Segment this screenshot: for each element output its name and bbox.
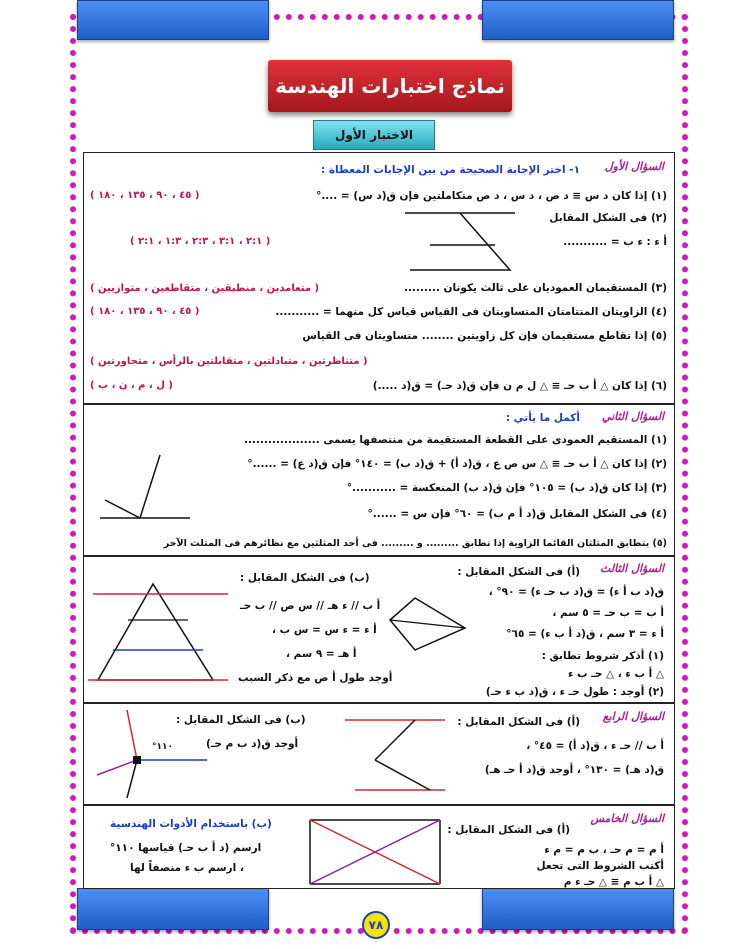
q2-instruction: أكمل ما يأتي : xyxy=(505,412,580,424)
q3-b-line-3: أ هـ = ٩ سم ، xyxy=(286,648,357,660)
q5-a-line-1: أ م = م حـ ، ب م = م ء xyxy=(544,844,664,856)
page-title: نماذج اختبارات الهندسة xyxy=(268,60,512,112)
q4-a-line-2: ق(د هـ) = ١٣٠° ، أوجد ق(د أ حـ هـ) xyxy=(484,764,664,776)
bottom-right-tab xyxy=(482,888,674,930)
q5-a-line-2: أكتب الشروط التى تجعل xyxy=(536,860,664,872)
q2-item-5: (٥) يتطابق المثلثان القائما الزاوية إذا تطابق ......... و ......... فى أحد المثلثين مع نظائرهم فى المثلث الآخر xyxy=(163,538,667,549)
q1-item-4: (٤) الزاويتان المتتامتان المتساويتان فى القياس قياس كل منهما = ........... xyxy=(275,306,667,318)
q5-heading: السؤال الخامس xyxy=(590,812,664,825)
q4-heading: السؤال الرابع xyxy=(602,710,664,723)
top-left-tab xyxy=(77,0,269,40)
q3-figure-kite xyxy=(385,590,475,665)
page-number: ٧٨ xyxy=(362,911,390,939)
q1-figure-triangle xyxy=(400,205,520,275)
q4-a-line-1: أ ب // حـ ء ، ق(د أ) = ٤٥° ، xyxy=(526,740,664,752)
q5-figure-cross xyxy=(300,812,450,892)
q2-figure-angles xyxy=(100,450,195,530)
q1-item-5: (٥) إذا تقاطع مستقيمان فإن كل زاويتين ........ متساويتان فى القياس xyxy=(302,330,667,342)
q4-figure-zigzag xyxy=(345,712,455,800)
q2-item-3: (٣) إذا كان ق(د ب) = ١٠٥° فإن ق(د ب) المنعكسة = ...........° xyxy=(346,482,667,494)
q3-a-line-3: أ ء = ٣ سم ، ق(د أ ب ء) = ٦٥° xyxy=(506,628,664,640)
q1-item-3: (٣) المستقيمان العموديان على ثالث يكونان ......... xyxy=(403,282,667,294)
bottom-left-tab xyxy=(77,888,269,930)
q1-item-6: (٦) إذا كان △ أ ب حـ ≡ △ ل م ن فإن ق(د حـ) = ق(د .....) xyxy=(372,380,667,392)
q4-figure-rays xyxy=(92,710,212,800)
q3-part-a: (أ) فى الشكل المقابل : xyxy=(457,566,580,578)
q1-options-1: ( ٤٥ ، ٩٠ ، ١٣٥ ، ١٨٠ ) xyxy=(90,190,200,201)
q4-part-b: (ب) فى الشكل المقابل : xyxy=(176,714,306,726)
q5-a-line-3: △ أ ب م ≡ △ حـ ء م xyxy=(563,876,664,888)
q3-figure-triangle xyxy=(88,572,238,690)
q1-instruction: ١- اختر الإجابة الصحيحة من بين الإجابات المعطاة : xyxy=(321,164,580,176)
q3-a-task-1: (١) أذكر شروط تطابق : xyxy=(541,650,664,662)
q1-item-1: (١) إذا كان د س ≡ د ص ، د س ، د ص متكاملتين فإن ق(د س) = ....° xyxy=(316,190,667,202)
q1-options-4: ( ٤٥ ، ٩٠ ، ١٣٥ ، ١٨٠ ) xyxy=(90,306,200,317)
q3-heading: السؤال الثالث xyxy=(599,562,664,575)
q1-item-2b: أ ء : ء ب = ........... xyxy=(563,236,667,248)
q1-options-6: ( ل ، م ، ن ، ب ) xyxy=(90,380,173,391)
q3-a-line-2: أ ب = ب حـ = ٥ سم ، xyxy=(552,607,664,619)
q5-b-line-2: ، ارسم ب ء منصفاً لها xyxy=(130,862,244,874)
q1-options-2: ( ٢:١ ، ٣:١ ، ٢:٣ ، ١:٣ ، ٢:١ ) xyxy=(130,236,271,247)
q4-angle-label: ١١٠° xyxy=(152,742,173,752)
q1-item-2: (٢) فى الشكل المقابل xyxy=(549,212,667,224)
exam-label: الاختبار الأول xyxy=(313,120,435,150)
q3-a-line-1: ق(د ب أ ء) = ق(د ب حـ ء) = ٩٠° ، xyxy=(488,586,664,598)
q3-a-task-2: △ أ ب ء ، △ حـ ب ء xyxy=(568,668,664,680)
q4-part-a: (أ) فى الشكل المقابل : xyxy=(457,716,580,728)
q2-item-2: (٢) إذا كان △ أ ب حـ ≡ △ س ص ع ، ق(د أ) + ق(د ب) = ١٤٠° فإن ق(د ع) = ......° xyxy=(247,458,667,470)
q2-heading: السؤال الثاني xyxy=(601,410,664,423)
q3-b-line-1: أ ب // ء هـ // س ص // ب حـ xyxy=(240,600,381,612)
q5-b-line-1: ارسم (د أ ب حـ) قياسها ١١٠° xyxy=(110,842,262,854)
q1-options-3: ( متعامدين ، منطبقين ، متقاطعين ، متوازيين ) xyxy=(90,283,320,294)
q1-options-5: ( متناظرتين ، متبادلتين ، متقابلتين بالرأس ، متجاورتين ) xyxy=(90,356,368,367)
q1-heading: السؤال الأول xyxy=(604,160,664,173)
q3-b-line-2: أ ء = ء س = س ب ، xyxy=(272,624,377,636)
q2-item-1: (١) المستقيم العمودى على القطعة المستقيمة من منتصفها يسمى ................... xyxy=(243,434,667,446)
q3-a-task-3: (٢) أوجد : طول حـ ء ، ق(د ب ء حـ) xyxy=(485,686,664,698)
q4-b-task: أوجد ق(د ب م حـ) xyxy=(206,738,299,750)
q2-item-4: (٤) فى الشكل المقابل ق(د أ م ب) = ٦٠° فإن س = ......° xyxy=(367,508,667,520)
q3-b-task: أوجد طول أ ص مع ذكر السبب xyxy=(238,672,393,684)
q3-part-b: (ب) فى الشكل المقابل : xyxy=(240,572,370,584)
top-right-tab xyxy=(482,0,674,40)
q5-part-a: (أ) فى الشكل المقابل : xyxy=(447,824,570,836)
q5-part-b: (ب) باستخدام الأدوات الهندسية xyxy=(110,818,272,830)
